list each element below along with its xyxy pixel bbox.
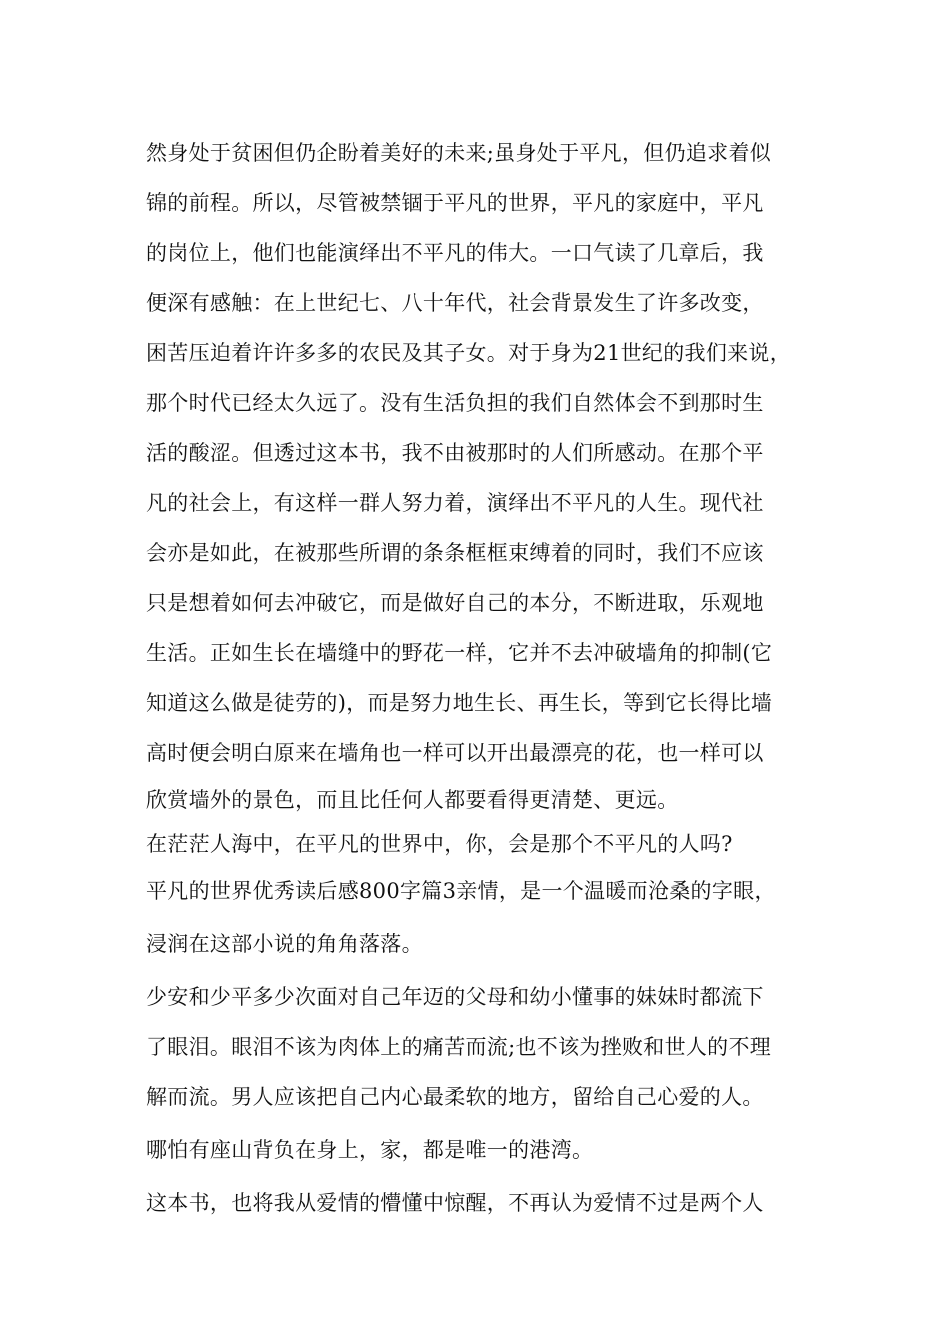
text-line: 凡的社会上，有这样一群人努力着，演绎出不平凡的人生。现代社 bbox=[146, 491, 764, 515]
text-line: 然身处于贫困但仍企盼着美好的未来;虽身处于平凡，但仍追求着似 bbox=[146, 141, 772, 165]
text-line: 活的酸涩。但透过这本书，我不由被那时的人们所感动。在那个平 bbox=[146, 441, 764, 465]
text-line: 生活。正如生长在墙缝中的野花一样，它并不去冲破墙角的抑制(它 bbox=[146, 641, 773, 665]
body-text bbox=[146, 128, 826, 1228]
text-line: 哪怕有座山背负在身上，家，都是唯一的港湾。 bbox=[146, 1138, 594, 1162]
text-line: 平凡的世界优秀读后感800字篇3亲情，是一个温暖而沧桑的字眼， bbox=[146, 879, 776, 903]
text-line: 便深有感触：在上世纪七、八十年代，社会背景发生了许多改变， bbox=[146, 291, 764, 315]
text-line: 在茫茫人海中，在平凡的世界中，你，会是那个不平凡的人吗? bbox=[146, 832, 733, 856]
text-line: 只是想着如何去冲破它，而是做好自己的本分，不断进取，乐观地 bbox=[146, 591, 764, 615]
text-line: 的岗位上，他们也能演绎出不平凡的伟大。一口气读了几章后，我 bbox=[146, 241, 764, 265]
text-line: 那个时代已经太久远了。没有生活负担的我们自然体会不到那时生 bbox=[146, 391, 764, 415]
text-line: 锦的前程。所以，尽管被禁锢于平凡的世界，平凡的家庭中，平凡 bbox=[146, 191, 764, 215]
text-line: 这本书，也将我从爱情的懵懂中惊醒，不再认为爱情不过是两个人 bbox=[146, 1191, 764, 1215]
text-line: 少安和少平多少次面对自己年迈的父母和幼小懂事的妹妹时都流下 bbox=[146, 985, 764, 1009]
text-line: 知道这么做是徒劳的)，而是努力地生长、再生长，等到它长得比墙 bbox=[146, 691, 773, 715]
text-line: 浸润在这部小说的角角落落。 bbox=[146, 932, 423, 956]
text-line: 了眼泪。眼泪不该为肉体上的痛苦而流;也不该为挫败和世人的不理 bbox=[146, 1035, 772, 1059]
text-line: 高时便会明白原来在墙角也一样可以开出最漂亮的花，也一样可以 bbox=[146, 741, 764, 765]
text-line: 解而流。男人应该把自己内心最柔软的地方，留给自己心爱的人。 bbox=[146, 1085, 764, 1109]
text-line: 欣赏墙外的景色，而且比任何人都要看得更清楚、更远。 bbox=[146, 788, 679, 812]
text-line: 会亦是如此，在被那些所谓的条条框框束缚着的同时，我们不应该 bbox=[146, 541, 764, 565]
text-line: 困苦压迫着许许多多的农民及其子女。对于身为21世纪的我们来说， bbox=[146, 341, 792, 365]
